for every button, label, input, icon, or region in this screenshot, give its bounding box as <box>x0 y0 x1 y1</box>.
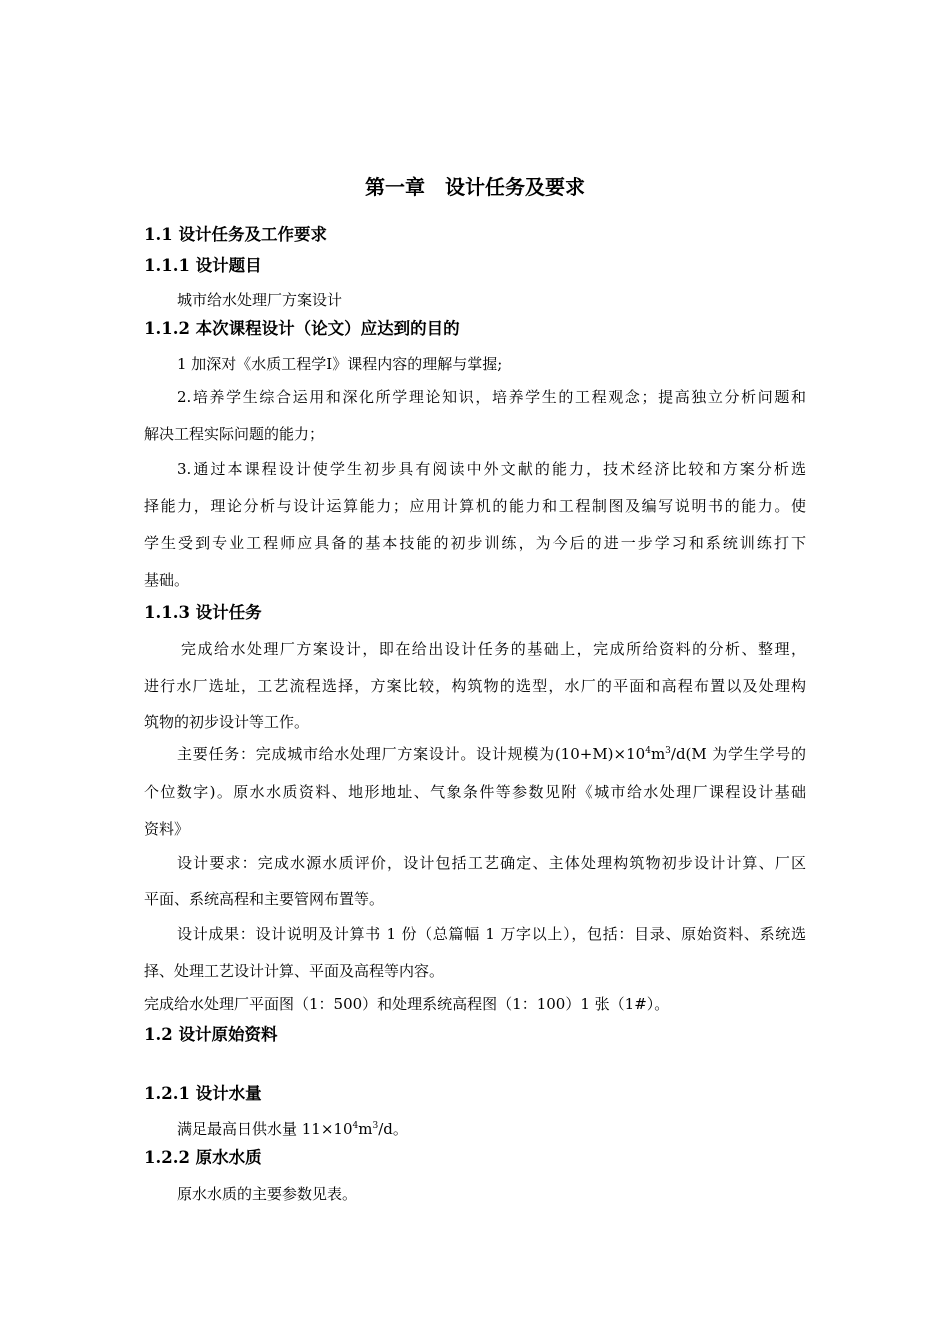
water-demand-text-b: m <box>358 1120 373 1138</box>
main-task-text-a: 主要任务：完成城市给水处理厂方案设计。设计规模为(10+M)×10 <box>177 745 646 763</box>
goal-3-line-1: 3.通过本课程设计使学生初步具有阅读中外文献的能力，技术经济比较和方案分析选 <box>177 460 806 478</box>
requirement-line-1: 设计要求：完成水源水质评价，设计包括工艺确定、主体处理构筑物初步设计计算、厂区 <box>177 854 806 872</box>
result-line-1: 设计成果：设计说明及计算书 1 份（总篇幅 1 万字以上），包括：目录、原始资料、系统选 <box>177 925 806 943</box>
task-line-2: 进行水厂选址，工艺流程选择，方案比较，构筑物的选型，水厂的平面和高程布置以及处理构 <box>144 677 806 695</box>
goal-1-text: 1 加深对《水质工程学Ⅰ》课程内容的理解与掌握; <box>177 355 503 373</box>
goal-3-line-2: 择能力，理论分析与设计运算能力；应用计算机的能力和工程制图及编写说明书的能力。使 <box>144 497 806 515</box>
requirement-line-2: 平面、系统高程和主要管网布置等。 <box>144 890 385 908</box>
task-line-1: 完成给水处理厂方案设计，即在给出设计任务的基础上，完成所给资料的分析、整理， <box>181 640 806 658</box>
chapter-title: 第一章 设计任务及要求 <box>365 175 585 199</box>
section-heading-1-1-3: 1.1.3 设计任务 <box>144 603 262 622</box>
goal-2-line-1: 2.培养学生综合运用和深化所学理论知识，培养学生的工程观念；提高独立分析问题和 <box>177 388 806 406</box>
section-heading-1-1-1: 1.1.1 设计题目 <box>144 256 262 275</box>
water-quality-text: 原水水质的主要参数见表。 <box>177 1185 358 1203</box>
section-heading-1-1-2: 1.1.2 本次课程设计（论文）应达到的目的 <box>144 319 460 338</box>
main-task-exponent-1: 4 <box>645 746 651 756</box>
task-line-3: 筑物的初步设计等工作。 <box>144 713 310 731</box>
goal-2-line-2: 解决工程实际问题的能力； <box>144 425 325 443</box>
section-heading-1-2: 1.2 设计原始资料 <box>144 1025 278 1044</box>
main-task-line-1 <box>177 744 806 764</box>
main-task-text-c: /d(M 为学生学号的 <box>670 745 806 763</box>
water-demand-text-a: 满足最高日供水量 11×10 <box>177 1120 353 1138</box>
main-task-line-2: 个位数字)。原水水质资料、地形地址、气象条件等参数见附《城市给水处理厂课程设计基础 <box>144 783 806 801</box>
water-demand-text-c: /d。 <box>378 1120 408 1138</box>
main-task-text-b: m <box>650 745 666 763</box>
water-demand-text <box>177 1119 408 1139</box>
design-topic-text: 城市给水处理厂方案设计 <box>177 291 343 309</box>
goal-3-line-4: 基础。 <box>144 571 190 589</box>
main-task-line-3: 资料》 <box>144 820 190 838</box>
water-demand-exponent-2: 3 <box>372 1121 379 1131</box>
drawing-requirement-text: 完成给水处理厂平面图（1：500）和处理系统高程图（1：100）1 张（1#）。 <box>144 995 670 1013</box>
section-heading-1-2-1: 1.2.1 设计水量 <box>144 1084 262 1103</box>
main-task-exponent-2: 3 <box>665 746 671 756</box>
goal-3-line-3: 学生受到专业工程师应具备的基本技能的初步训练，为今后的进一步学习和系统训练打下 <box>144 534 806 552</box>
section-heading-1-1: 1.1 设计任务及工作要求 <box>144 225 327 244</box>
result-line-2: 择、处理工艺设计计算、平面及高程等内容。 <box>144 962 445 980</box>
water-demand-exponent-1: 4 <box>352 1121 359 1131</box>
section-heading-1-2-2: 1.2.2 原水水质 <box>144 1148 262 1167</box>
